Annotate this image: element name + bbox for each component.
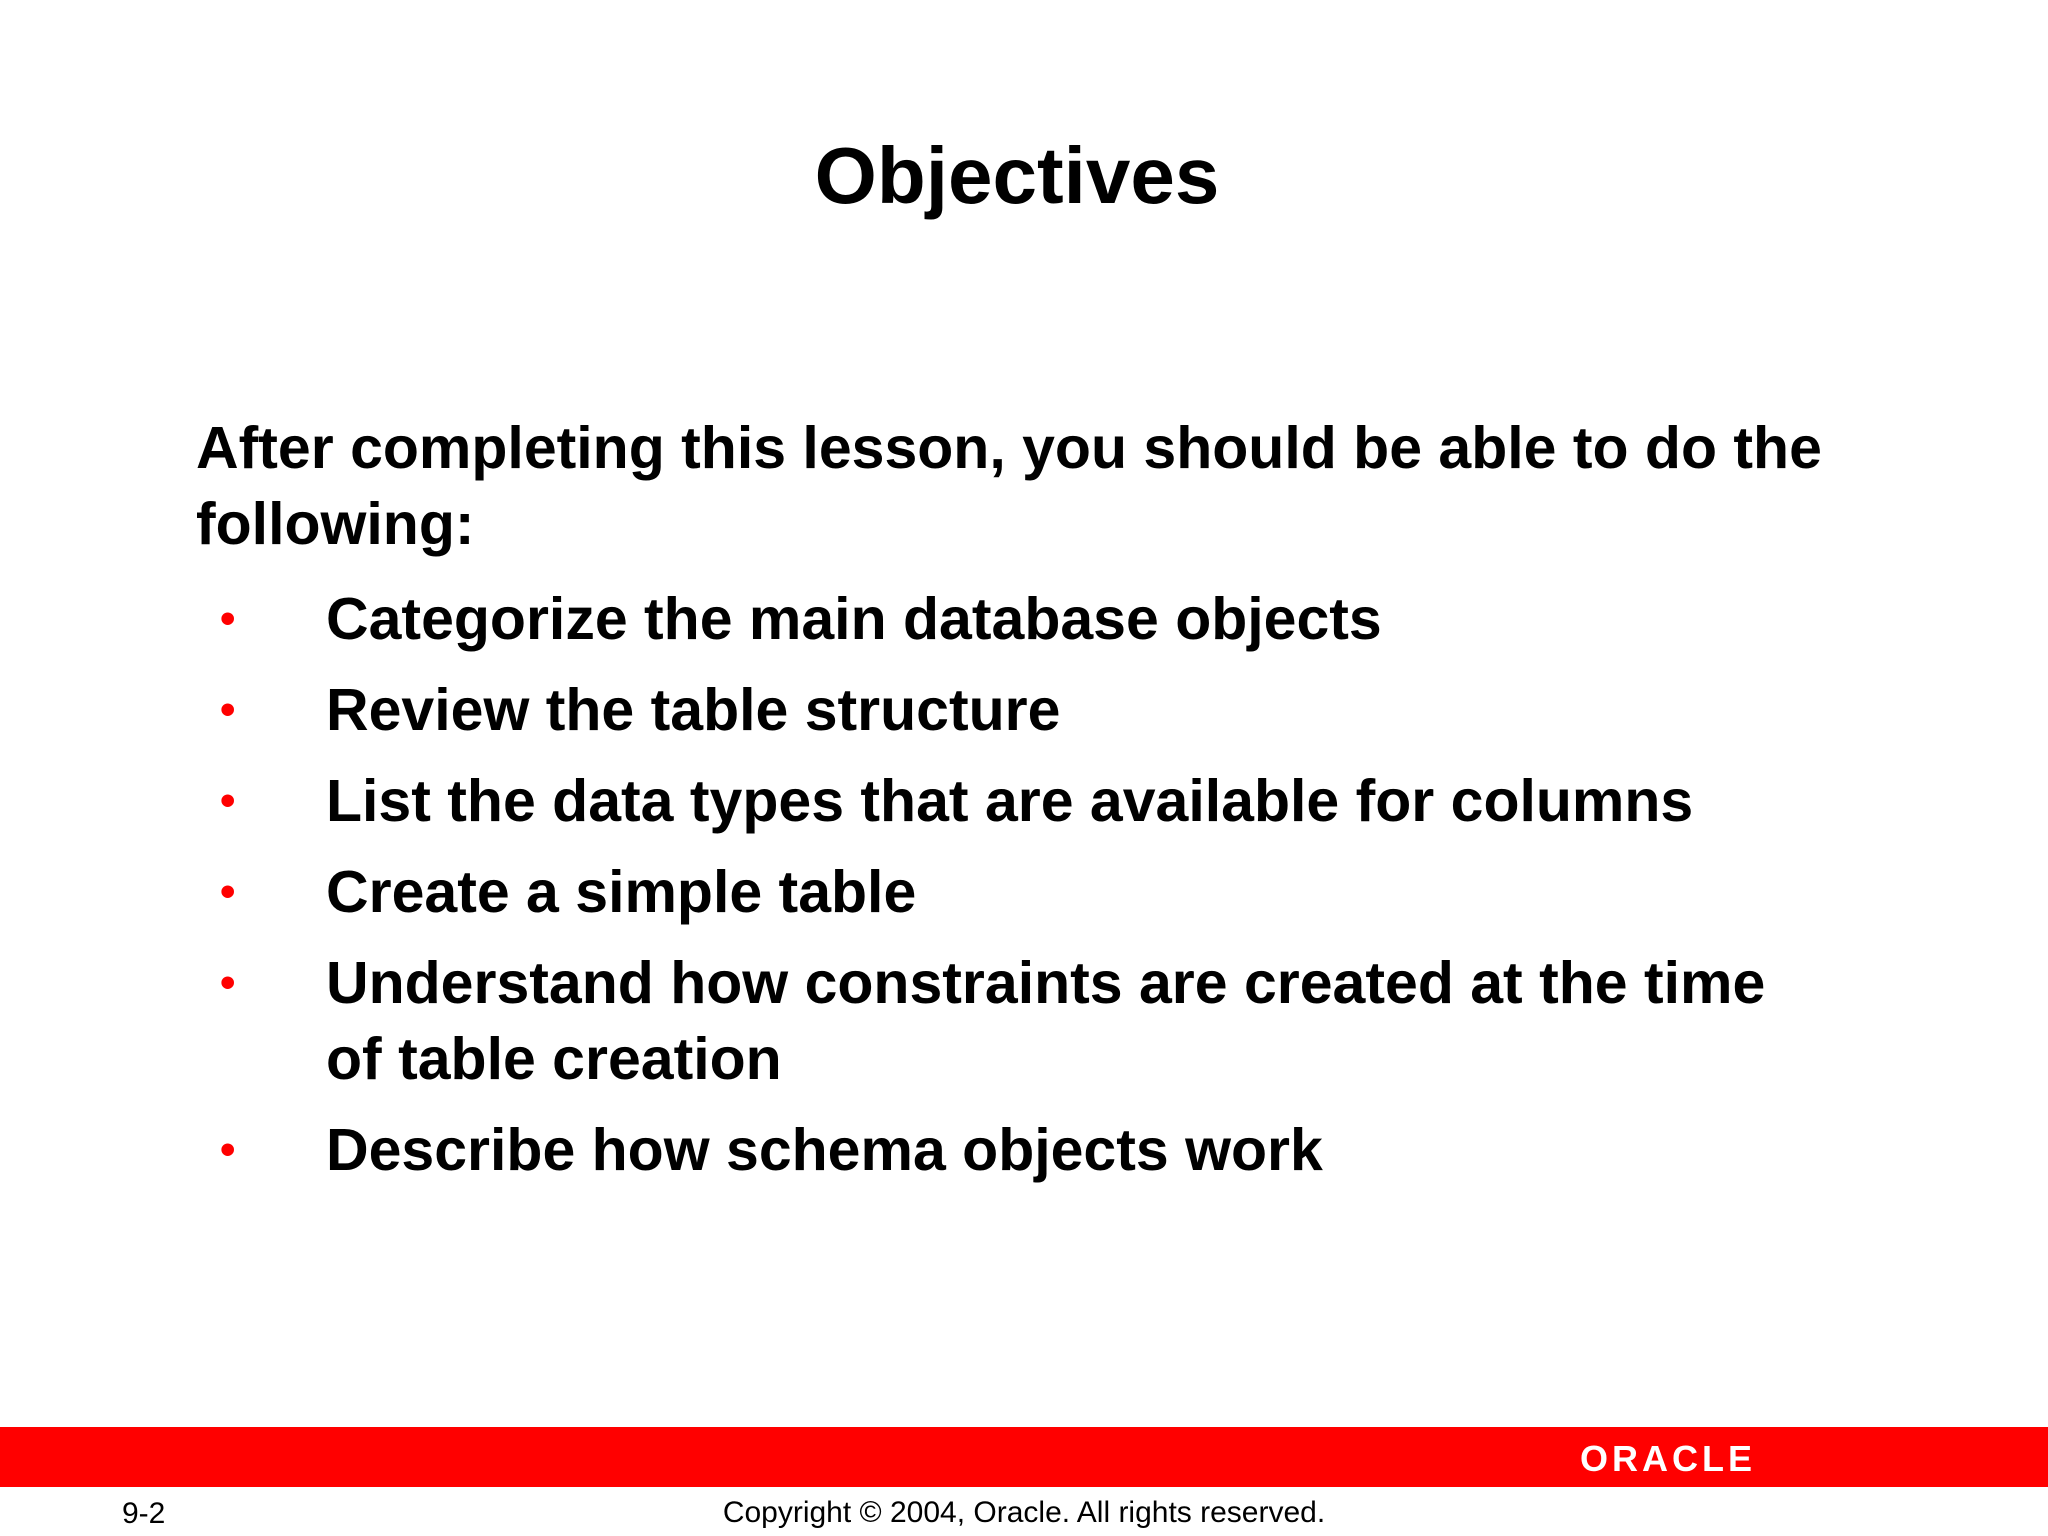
bullet-text: Describe how schema objects work — [326, 1117, 1323, 1183]
bullet-text: Create a simple table — [326, 859, 917, 925]
page-number: 9-2 — [122, 1497, 166, 1530]
oracle-logo-icon — [1580, 1442, 1836, 1474]
bullet-icon: • — [220, 685, 236, 734]
bullet-icon: • — [220, 776, 236, 825]
copyright-text: Copyright © 2004, Oracle. All rights reserved. — [722, 1496, 1326, 1529]
intro-text: After completing this lesson, you should be able to do the following: — [196, 415, 1822, 557]
bullet-icon: • — [220, 958, 236, 1007]
bullet-icon: • — [220, 867, 236, 916]
slide-title: Objectives — [814, 131, 1220, 220]
oracle-logo-text: ORACLE — [1580, 1442, 1756, 1474]
bullet-icon: • — [220, 594, 236, 643]
bullet-icon: • — [220, 1125, 236, 1174]
bullet-text: Categorize the main database objects — [326, 586, 1382, 652]
bullet-text: Review the table structure — [326, 677, 1061, 743]
bullet-text: List the data types that are available for columns — [326, 768, 1694, 834]
bullet-text: Understand how constraints are created at the time of table creation — [326, 950, 1766, 1092]
oracle-logo — [1580, 1442, 1836, 1474]
